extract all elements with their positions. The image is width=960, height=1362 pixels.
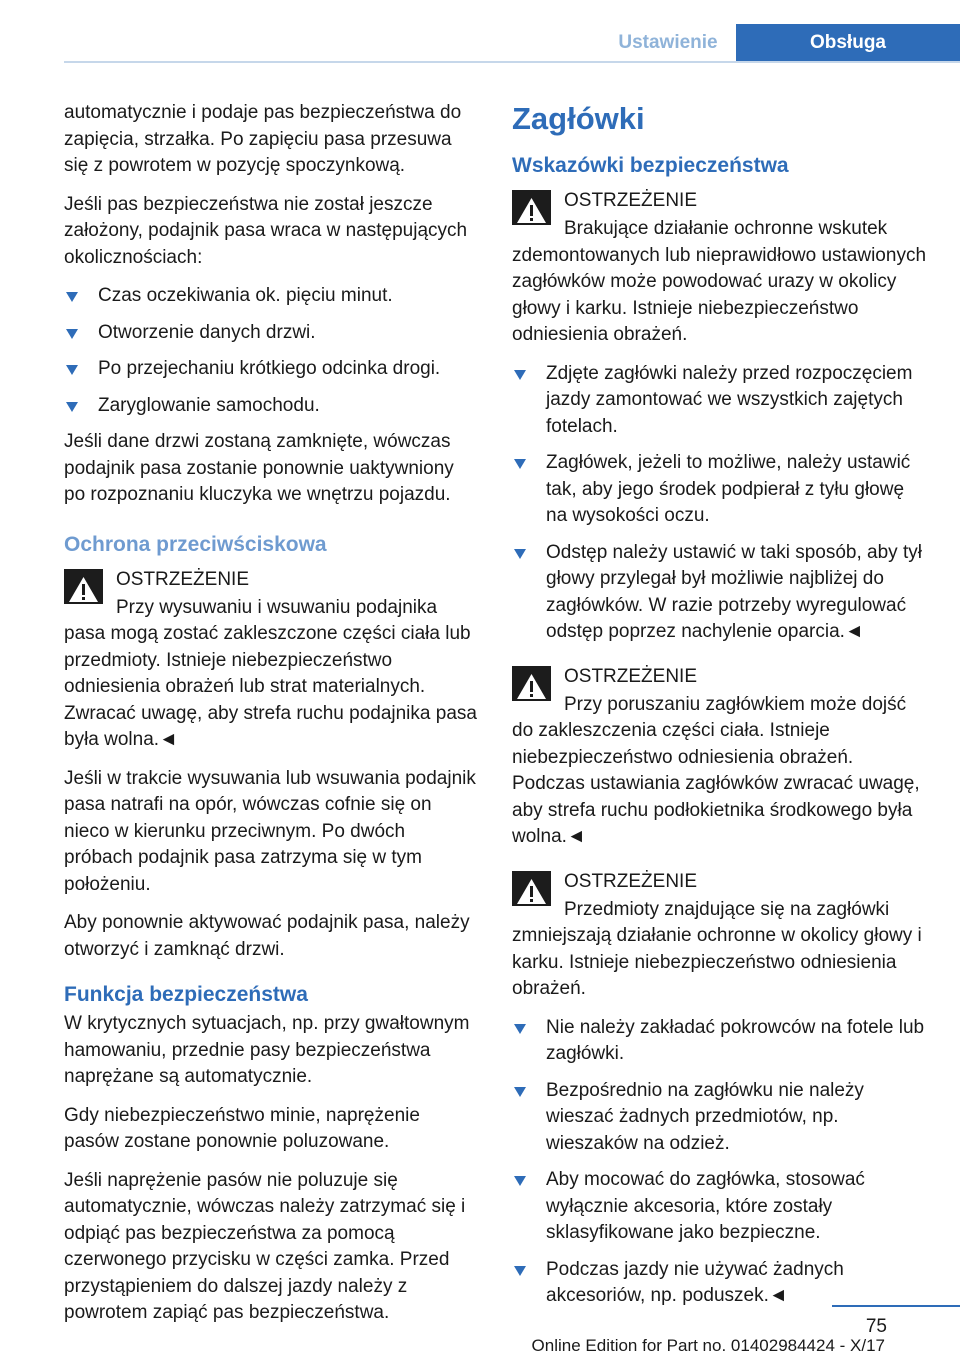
triangle-bullet-icon bbox=[66, 402, 78, 412]
warning-title: OSTRZEŻENIE bbox=[564, 190, 698, 211]
triangle-bullet-icon bbox=[514, 549, 526, 559]
warning-text: Przedmioty znajdujące się na zagłówki zmniejszają działanie ochronne w okolicy głowy i karku. Istnieje niebezpieczeństwo odniesienia obrażeń. bbox=[512, 898, 922, 999]
warning-block bbox=[512, 662, 927, 851]
paragraph: Aby ponownie aktywować podajnik pasa, należy otworzyć i zamknąć drzwi. bbox=[64, 912, 470, 960]
warning-block bbox=[64, 565, 479, 754]
paragraph: Jeśli pas bezpieczeństwa nie został jeszcze założony, podajnik pasa wraca w następujących okolicznościach: bbox=[64, 193, 468, 268]
list-item bbox=[512, 1015, 927, 1068]
paragraph: Jeśli w trakcie wysuwania lub wsuwania podajnik pasa natrafi na opór, wówczas cofnie się on nieco w kierunku przeciwnym. Po dwóch próbach podajnik pasa zatrzyma się w tym położeniu. bbox=[64, 767, 476, 895]
paragraph: W krytycznych sytuacjach, np. przy gwałtownym hamowaniu, przednie pasy bezpieczeństwa naprężane są automatycznie. bbox=[64, 1013, 470, 1087]
header-tab-obsluga[interactable]: Obsługa bbox=[736, 24, 960, 62]
triangle-bullet-icon bbox=[66, 329, 78, 339]
edition-note: Online Edition for Part no. 01402984424 - X/17 bbox=[531, 1336, 885, 1355]
triangle-bullet-icon bbox=[514, 1176, 526, 1186]
list-item bbox=[512, 361, 927, 441]
warning-triangle-icon bbox=[512, 666, 551, 701]
list-item bbox=[512, 450, 927, 530]
list-item-text: Zagłówek, jeżeli to możliwe, należy ustawić tak, aby jego środek podpierał z tyłu głowę na wysokości oczu. bbox=[546, 452, 911, 526]
list-item-text: Zdjęte zagłówki należy przed rozpoczęciem jazdy zamontować we wszystkich zajętych fotelach. bbox=[546, 362, 913, 437]
section-heading-ochrona: Ochrona przeciwściskowa bbox=[64, 532, 327, 556]
bullet-list bbox=[512, 1015, 927, 1310]
triangle-bullet-icon bbox=[66, 292, 78, 302]
triangle-bullet-icon bbox=[514, 459, 526, 469]
triangle-bullet-icon bbox=[66, 365, 78, 375]
list-item-text: Otworzenie danych drzwi. bbox=[98, 321, 316, 343]
paragraph: automatycznie i podaje pas bezpieczeństwa do zapięcia, strzałka. Po zapięciu pasa przesuwa się z powrotem w pozycję spoczynkową. bbox=[64, 102, 462, 176]
bullet-list bbox=[512, 361, 927, 646]
list-item bbox=[512, 1078, 927, 1158]
triangle-bullet-icon bbox=[514, 1266, 526, 1276]
paragraph: Jeśli naprężenie pasów nie poluzuje się automatycznie, wówczas należy zatrzymać się i odpiąć pas bezpieczeństwa za pomocą czerwonego przycisku w części zamka. Przed przystąpieniem do dalszej jazdy należy z powrotem zapiąć pas bezpieczeństwa. bbox=[64, 1169, 466, 1323]
warning-triangle-icon bbox=[512, 871, 551, 906]
header-divider bbox=[64, 61, 960, 63]
left-column bbox=[64, 100, 479, 1339]
page-number: 75 bbox=[865, 1316, 887, 1337]
list-item-text: Po przejechaniu krótkiego odcinka drogi. bbox=[98, 358, 441, 379]
warning-title: OSTRZEŻENIE bbox=[564, 665, 698, 687]
list-item-text: Bezpośrednio na zagłówku nie należy wieszać żadnych przedmiotów, np. wieszaków na odzież. bbox=[546, 1079, 864, 1154]
warning-triangle-icon bbox=[64, 569, 103, 604]
section-heading-funkcja: Funkcja bezpieczeństwa bbox=[64, 983, 308, 1006]
list-item bbox=[64, 393, 479, 420]
warning-text: Przy wysuwaniu i wsuwaniu podajnika pasa mogą zostać zakleszczone części ciała lub przedmioty. Istnieje niebezpieczeństwo odniesienia obrażeń lub strat materialnych. Zwracać uwagę, aby strefa ruchu podajnika pasa była wolna.◄ bbox=[64, 596, 477, 750]
list-item-text: Zaryglowanie samochodu. bbox=[98, 394, 320, 416]
list-item bbox=[512, 1167, 927, 1247]
triangle-bullet-icon bbox=[514, 370, 526, 380]
list-item-text: Nie należy zakładać pokrowców na fotele lub zagłówki. bbox=[546, 1016, 925, 1064]
warning-block bbox=[512, 867, 927, 1003]
list-item bbox=[512, 540, 927, 646]
warning-block bbox=[512, 186, 927, 349]
warning-title: OSTRZEŻENIE bbox=[116, 568, 250, 590]
section-heading-wskazowki: Wskazówki bezpieczeństwa bbox=[512, 154, 789, 177]
triangle-bullet-icon bbox=[514, 1087, 526, 1097]
warning-triangle-icon bbox=[512, 190, 551, 225]
header-tab-ustawienie[interactable]: Ustawienie bbox=[618, 32, 718, 53]
list-item-text: Odstęp należy ustawić w taki sposób, aby tył głowy przylegał był możliwie najbliżej do zagłówków. W razie potrzeby wyregulować odstęp poprzez nachylenie oparcia.◄ bbox=[546, 541, 922, 642]
list-item-text: Podczas jazdy nie używać żadnych akcesoriów, np. poduszek.◄ bbox=[546, 1258, 844, 1306]
list-item bbox=[64, 283, 479, 310]
list-item-text: Aby mocować do zagłówka, stosować wyłącznie akcesoria, które zostały sklasyfikowane jako bezpieczne. bbox=[546, 1169, 865, 1243]
right-column bbox=[512, 100, 927, 1320]
list-item bbox=[64, 320, 479, 347]
warning-text: Brakujące działanie ochronne wskutek zdemontowanych lub nieprawidłowo ustawionych zagłówków może powodować urazy w okolicy głowy i karku. Istnieje niebezpieczeństwo odniesienia obrażeń. bbox=[512, 218, 927, 345]
warning-text: Przy poruszaniu zagłówkiem może dojść do zakleszczenia części ciała. Istnieje niebezpieczeństwo odniesienia obrażeń. Podczas ustawiania zagłówków zwracać uwagę, aby strefa ruchu podłokietnika środkowego była wolna.◄ bbox=[512, 693, 920, 847]
warning-title: OSTRZEŻENIE bbox=[564, 870, 698, 892]
page-title: Zagłówki bbox=[512, 101, 645, 136]
list-item bbox=[64, 356, 479, 383]
footer-rule bbox=[832, 1305, 960, 1307]
list-item bbox=[512, 1257, 927, 1310]
paragraph: Jeśli dane drzwi zostaną zamknięte, wówczas podajnik pasa zostanie ponownie uaktywniony po rozpoznaniu kluczyka we wnętrzu pojazdu. bbox=[64, 431, 454, 505]
triangle-bullet-icon bbox=[514, 1024, 526, 1034]
list-item-text: Czas oczekiwania ok. pięciu minut. bbox=[98, 285, 393, 306]
paragraph: Gdy niebezpieczeństwo minie, naprężenie pasów zostane ponownie poluzowane. bbox=[64, 1104, 420, 1152]
bullet-list bbox=[64, 283, 479, 419]
